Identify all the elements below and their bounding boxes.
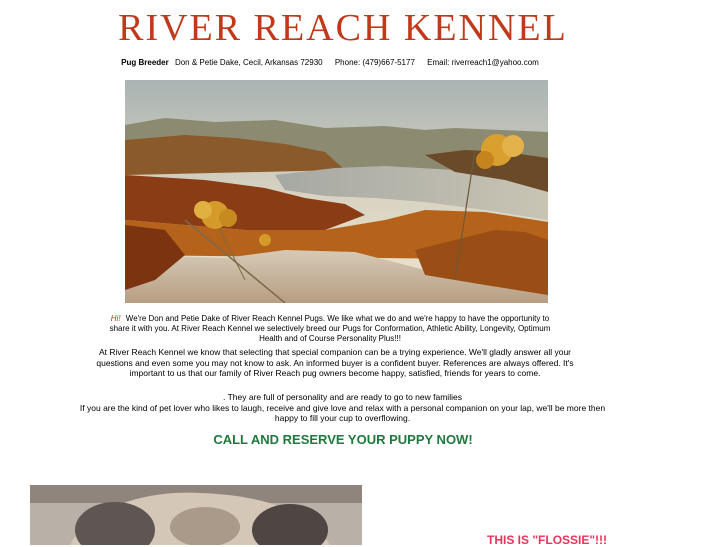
about-paragraph: At River Reach Kennel we know that selecting that special companion can be a trying experience. We'll gladly answer all your questions and even some you may not know to ask. An informed buyer is a confident buyer. References are always offered. It's important to us that our family of River Reach pug owners become happy, satisfied, friends for years to come. — [96, 347, 574, 378]
phone-number: Phone: (479)667-5177 — [334, 58, 415, 67]
intro-paragraph — [100, 314, 560, 344]
greeting: Hi! — [110, 314, 121, 323]
puppies-paragraph — [70, 392, 615, 424]
call-to-action: CALL AND RESERVE YOUR PUPPY NOW! — [213, 432, 473, 447]
hero-landscape-image — [125, 80, 548, 303]
owners-address: Don & Petie Dake, Cecil, Arkansas 72930 — [174, 58, 323, 67]
contact-line — [0, 58, 660, 67]
email-address[interactable]: Email: riverreach1@yahoo.com — [427, 58, 539, 67]
puppy-photo — [30, 485, 362, 545]
role-label: Pug Breeder — [121, 58, 169, 67]
puppy-caption: THIS IS "FLOSSIE"!!! — [487, 533, 608, 547]
site-title: RIVER REACH KENNEL — [118, 7, 568, 49]
pet-lover-line: If you are the kind of pet lover who likes to laugh, receive and give love and relax with a personal companion on your lap, we'll be more then happy to fill your cup to overflowing. — [79, 402, 606, 423]
personality-line: . They are full of personality and are ready to go to new families — [223, 392, 462, 402]
intro-text: We're Don and Petie Dake of River Reach Kennel Pugs. We like what we do and we're happy to have the opportunity to share it with you. At River Reach Kennel we selectively breed our Pugs for Conformation, Athletic Ability, Longevity, Optimum Health and of Course Personality Plus!!! — [109, 314, 551, 343]
